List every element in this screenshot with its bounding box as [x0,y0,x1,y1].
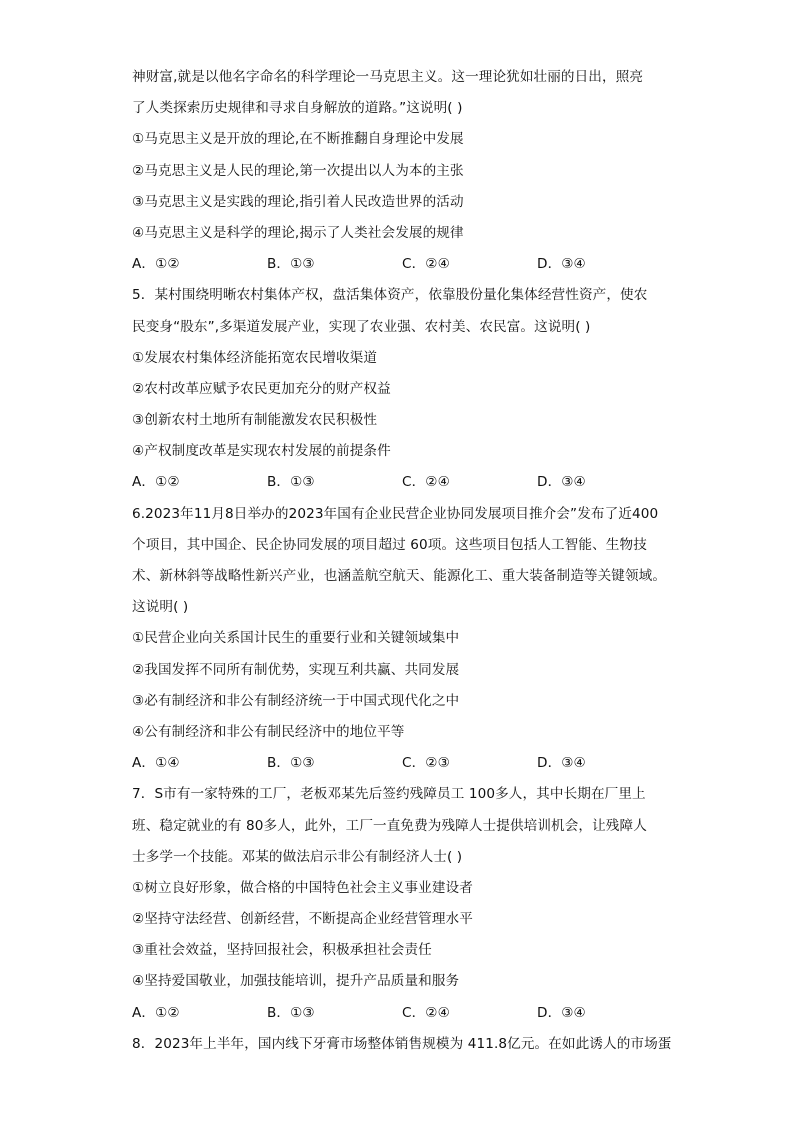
question-stem-line: 了人类探索历史规律和寻求自身解放的道路。”这说明( ) [132,100,463,117]
statement-2: ②我国发挥不同所有制优势，实现互利共赢、共同发展 [132,661,460,678]
question-stem-line: 个项目，其中国企、民企协同发展的项目超过 60项。这些项目包括人工智能、生物技 [132,536,647,553]
choice-c: C．②④ [402,474,450,491]
choice-b: B．①③ [267,256,315,273]
question-stem-line: 7．S市有一家特殊的工厂，老板邓某先后签约残障员工 100多人，其中长期在厂里上 [132,786,646,803]
choice-a: A．①② [132,1004,180,1021]
statement-2: ②农村改革应赋予农民更加充分的财产权益 [132,380,391,397]
question-stem-line: 班、稳定就业的有 80多人，此外，工厂一直免费为残障人士提供培训机会，让残障人 [132,817,647,834]
statement-4: ④产权制度改革是实现农村发展的前提条件 [132,443,391,460]
statement-1: ①民营企业向关系国计民生的重要行业和关键领域集中 [132,630,460,647]
page-content [132,62,672,1060]
choice-a: A．①② [132,256,180,273]
statement-4: ④公有制经济和非公有制民经济中的地位平等 [132,723,405,740]
question-6 [132,499,672,780]
choice-a: A．①④ [132,755,180,772]
question-stem-line: 5．某村围绕明晰农村集体产权，盘活集体资产，依靠股份量化集体经营性资产，使农 [132,287,648,304]
statement-4: ④坚持爱国敬业，加强技能培训，提升产品质量和服务 [132,973,460,990]
statement-3: ③重社会效益，坚持回报社会，积极承担社会责任 [132,942,432,959]
answer-choices [132,249,672,280]
question-stem-line: 神财富,就是以他名字命名的科学理论一马克思主义。这一理论犹如壮丽的日出，照亮 [132,69,644,85]
statement-4: ④马克思主义是科学的理论,揭示了人类社会发展的规律 [132,224,464,241]
choice-c: C．②④ [402,256,450,273]
question-7 [132,779,672,1029]
choice-b: B．①③ [267,1004,315,1021]
choice-b: B．①③ [267,755,315,772]
statement-3: ③创新农村土地所有制能激发农民积极性 [132,412,378,429]
choice-d: D．③④ [537,755,586,772]
question-stem-line: 8．2023年上半年，国内线下牙膏市场整体销售规模为 411.8亿元。在如此诱人的市场蛋 [132,1035,672,1052]
statement-1: ①树立良好形象，做合格的中国特色社会主义事业建设者 [132,879,473,896]
answer-choices [132,467,672,498]
question-5 [132,280,672,498]
statement-3: ③必有制经济和非公有制经济统一于中国式现代化之中 [132,692,460,709]
question-stem-line: 术、新林斜等战略性新兴产业，也涵盖航空航天、能源化工、重大装备制造等关键领域。 [132,568,667,584]
statement-1: ①发展农村集体经济能拓宽农民增收渠道 [132,349,378,366]
statement-2: ②马克思主义是人民的理论,第一次提出以人为本的主张 [132,162,464,179]
choice-d: D．③④ [537,474,586,491]
statement-2: ②坚持守法经营、创新经营，不断提高企业经营管理水平 [132,911,473,928]
question-stem-line: 士多学一个技能。邓某的做法启示非公有制经济人士( ) [132,848,463,865]
choice-c: C．②④ [402,1004,450,1021]
answer-choices [132,998,672,1029]
statement-3: ③马克思主义是实践的理论,指引着人民改造世界的活动 [132,193,464,210]
choice-b: B．①③ [267,474,315,491]
answer-choices [132,748,672,779]
question-stem-line: 这说明( ) [132,599,189,616]
choice-d: D．③④ [537,256,586,273]
statement-1: ①马克思主义是开放的理论,在不断推翻自身理论中发展 [132,131,464,148]
question-stem-line: 民变身“股东”,多渠道发展产业，实现了农业强、农村美、农民富。这说明( ) [132,318,591,335]
choice-d: D．③④ [537,1004,586,1021]
choice-a: A．①② [132,474,180,491]
question-8 [132,1029,672,1060]
choice-c: C．②③ [402,755,450,772]
question-stem-line: 6.2023年11月8日举办的2023年国有企业民营企业协同发展项目推介会”发布了近400 [132,505,659,522]
question-4 [132,62,672,280]
